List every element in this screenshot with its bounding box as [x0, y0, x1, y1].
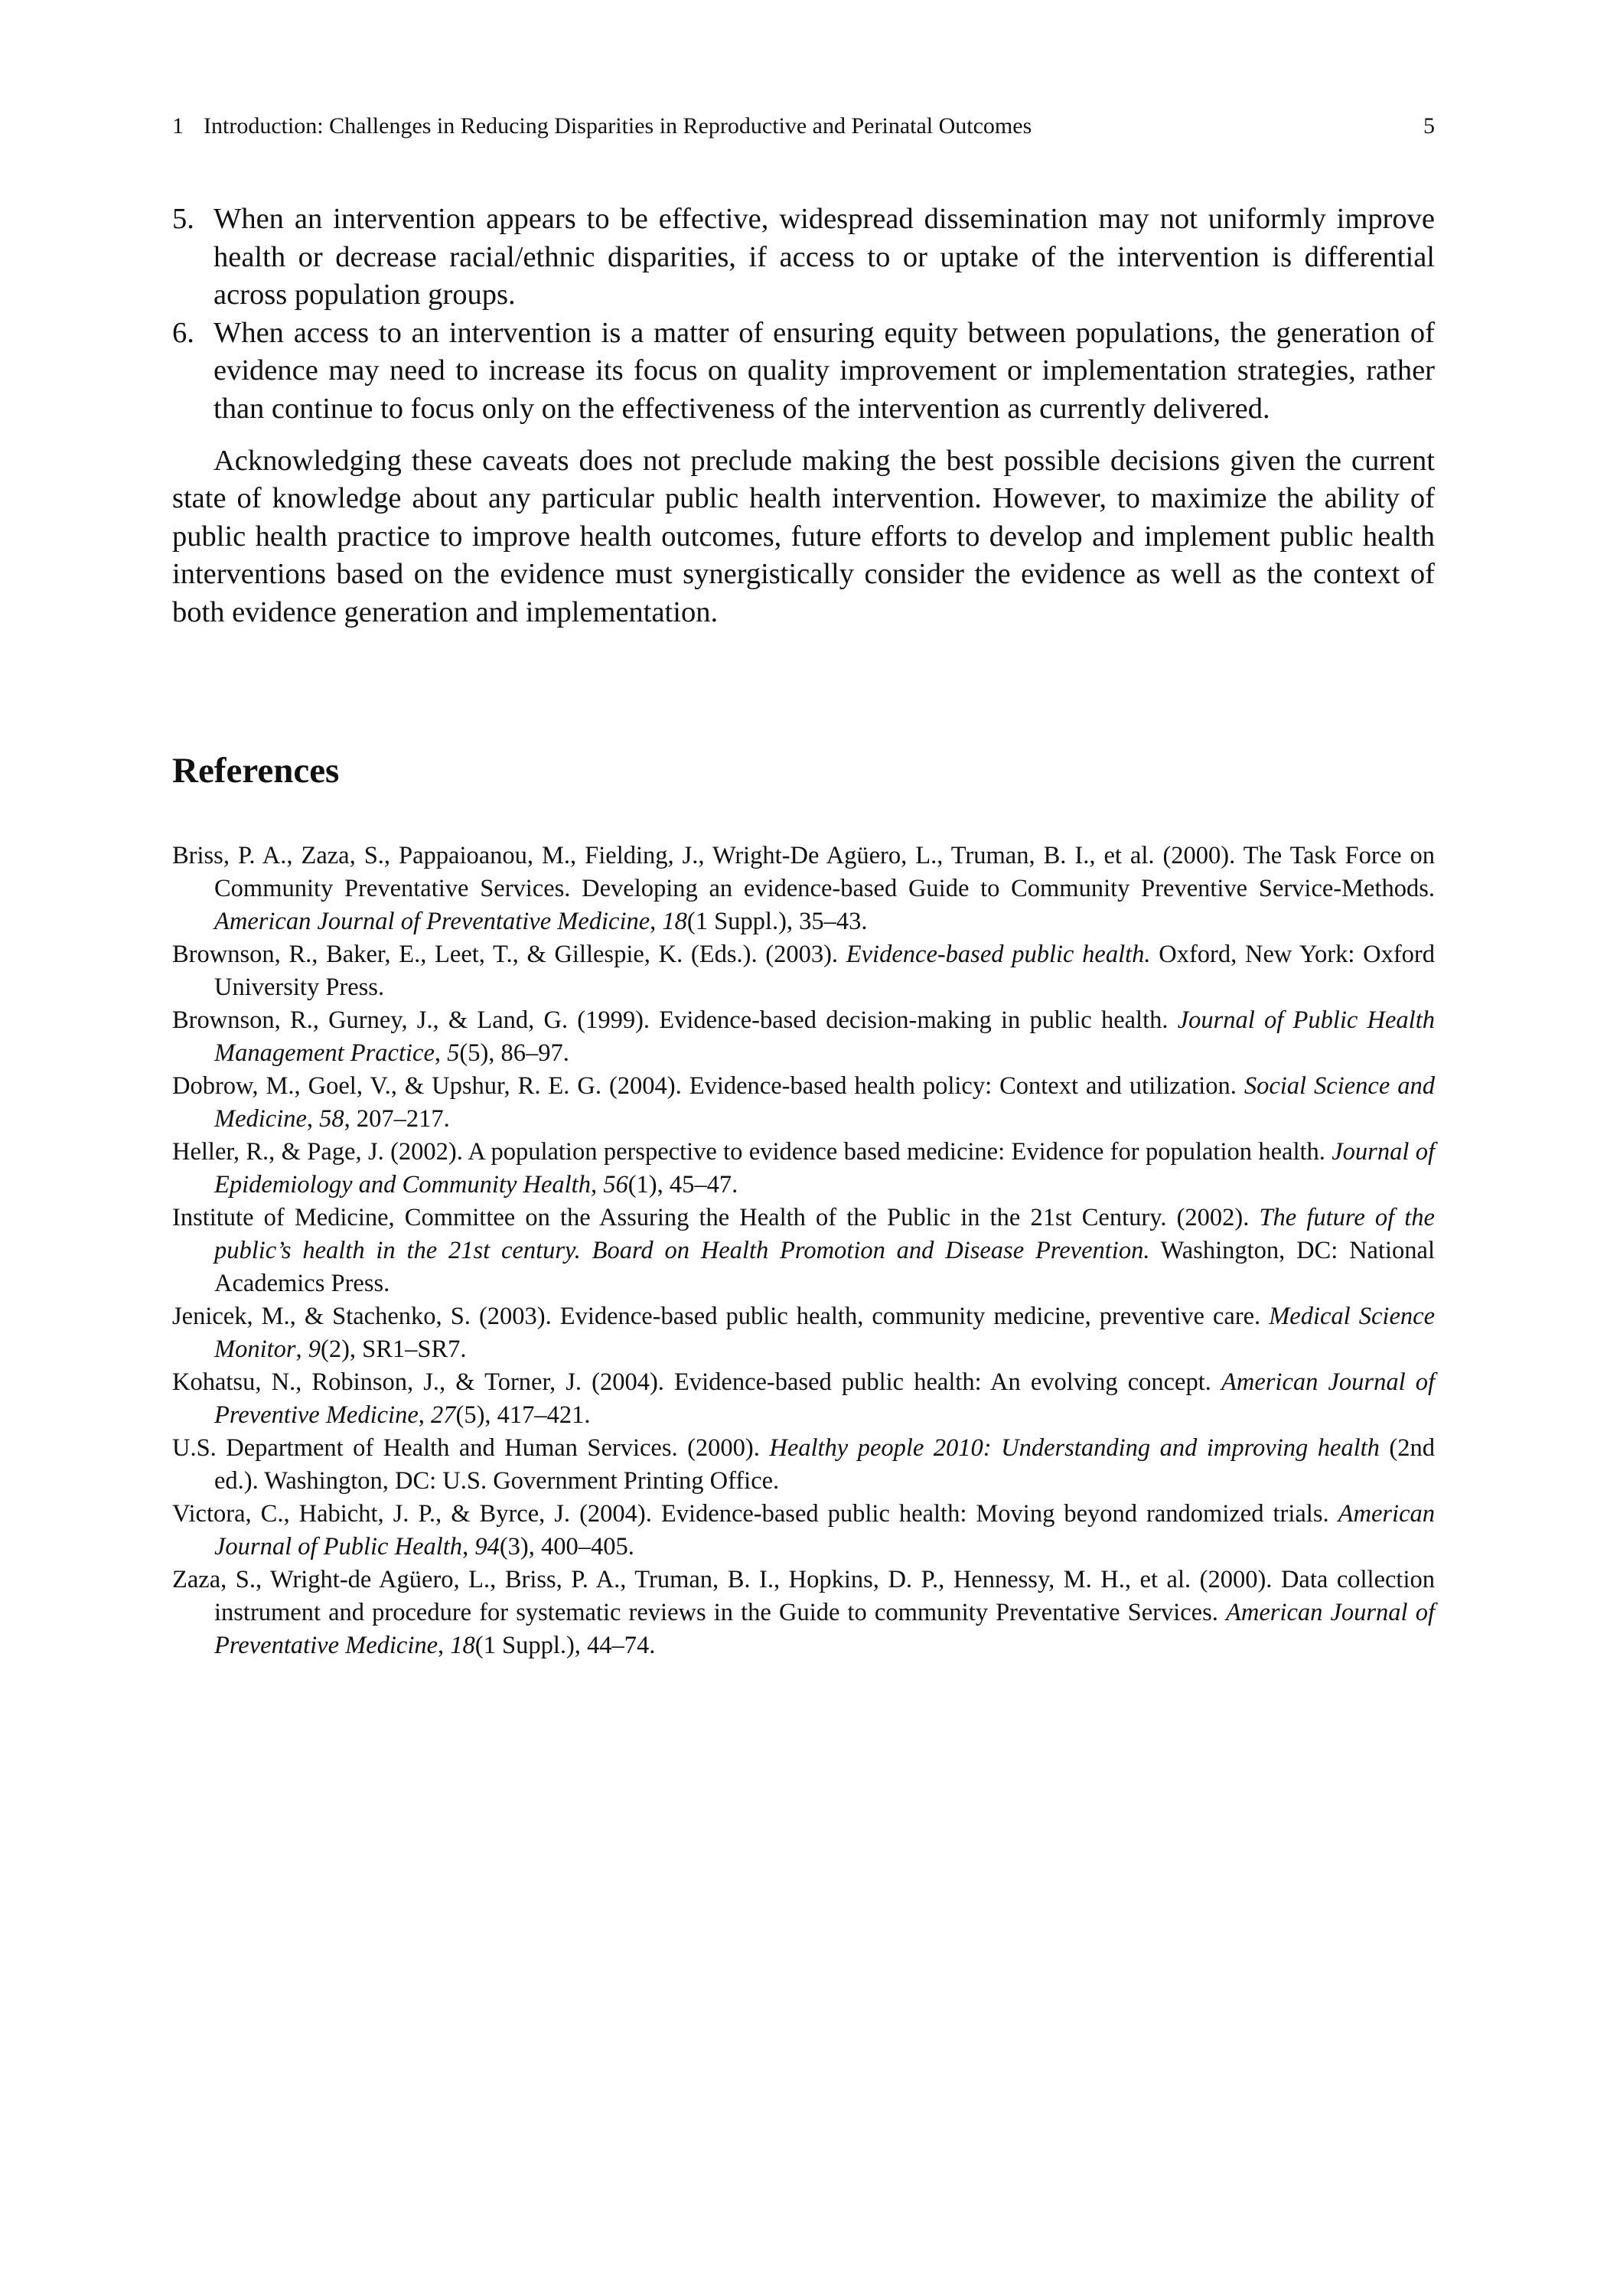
reference-italic-text: 94: [474, 1533, 500, 1561]
reference-text: (1 Suppl.), 35–43.: [686, 908, 868, 935]
reference-text: Brownson, R., Gurney, J., & Land, G. (1999). Evidence-based decision-making in public health.: [172, 1006, 1178, 1034]
reference-text: Heller, R., & Page, J. (2002). A population perspective to evidence based medicine: Evidence for population health.: [172, 1138, 1332, 1166]
reference-text: (5), 417–421.: [455, 1401, 591, 1429]
reference-entry: [172, 1564, 1435, 1662]
reference-text: ,: [650, 908, 663, 935]
reference-entry: [172, 1300, 1435, 1366]
reference-italic-text: Medical Science Monitor: [214, 1303, 1435, 1363]
reference-text: Dobrow, M., Goel, V., & Upshur, R. E. G. (2004). Evidence-based health policy: Context and utilization.: [172, 1072, 1244, 1100]
reference-italic-text: 56: [603, 1171, 628, 1199]
chapter-title: Introduction: Challenges in Reducing Disparities in Reproductive and Perinatal Outcomes: [204, 113, 1032, 139]
reference-italic-text: American Journal of Public Health: [214, 1500, 1435, 1561]
reference-italic-text: 58: [319, 1105, 344, 1133]
body-text: [172, 201, 1435, 661]
reference-text: Oxford, New York: Oxford University Press.: [214, 941, 1435, 1001]
reference-text: Briss, P. A., Zaza, S., Pappaioanou, M., Fielding, J., Wright-De Agüero, L., Truman, B. I., et al. (2000). The Task Force on Community Preventative Services. Developing an evidence-based Guide to Community Preventive Service-Methods.: [172, 842, 1435, 902]
reference-italic-text: American Journal of Preventive Medicine: [214, 1368, 1435, 1429]
reference-text: , 207–217.: [344, 1105, 450, 1133]
reference-entry: [172, 1202, 1435, 1300]
reference-text: (3), 400–405.: [499, 1533, 634, 1561]
reference-text: ,: [306, 1105, 320, 1133]
reference-italic-text: 9: [308, 1336, 321, 1363]
reference-entry: [172, 1366, 1435, 1432]
list-item-number: 6.: [172, 316, 194, 349]
reference-italic-text: American Journal of Preventative Medicine: [214, 908, 650, 935]
reference-text: ,: [295, 1336, 308, 1363]
list-item-number: 5.: [172, 203, 194, 235]
list-item: [172, 315, 1435, 429]
reference-italic-text: Journal of Public Health Management Practice: [214, 1006, 1435, 1067]
reference-text: (2nd ed.). Washington, DC: U.S. Government Printing Office.: [214, 1434, 1435, 1495]
reference-italic-text: 5: [447, 1039, 460, 1067]
reference-entry: [172, 938, 1435, 1004]
reference-text: Brownson, R., Baker, E., Leet, T., & Gillespie, K. (Eds.). (2003).: [172, 941, 846, 968]
reference-italic-text: 18: [450, 1632, 475, 1659]
page-number: 5: [1423, 113, 1435, 139]
chapter-number: 1: [172, 113, 184, 139]
reference-italic-text: American Journal of Preventative Medicine: [214, 1599, 1435, 1659]
reference-text: (1), 45–47.: [627, 1171, 738, 1199]
reference-italic-text: Healthy people 2010: Understanding and improving health: [769, 1434, 1380, 1462]
reference-text: Institute of Medicine, Committee on the Assuring the Health of the Public in the 21st Century. (2002).: [172, 1204, 1260, 1231]
reference-text: (2), SR1–SR7.: [321, 1336, 467, 1363]
reference-italic-text: Social Science and Medicine: [214, 1072, 1436, 1133]
reference-text: Zaza, S., Wright-de Agüero, L., Briss, P. A., Truman, B. I., Hopkins, D. P., Hennessy, M. H., et al. (2000). Data collection instrument and procedure for systematic reviews in the Guide to community Preventative Services.: [172, 1566, 1435, 1626]
reference-italic-text: 18: [662, 908, 687, 935]
reference-text: Jenicek, M., & Stachenko, S. (2003). Evidence-based public health, community medicine, preventive care.: [172, 1303, 1270, 1330]
reference-text: Washington, DC: National Academics Press.: [214, 1237, 1435, 1297]
running-header: [172, 113, 1435, 139]
body-paragraph: Acknowledging these caveats does not preclude making the best possible decisions given the current state of knowledge about any particular public health intervention. However, to maximize the ability of public health practice to improve health outcomes, future efforts to develop and implement public health interventions based on the evidence must synergistically consider the evidence as well as the context of both evidence generation and implementation.: [172, 444, 1435, 628]
reference-text: (1 Suppl.), 44–74.: [474, 1632, 656, 1659]
reference-italic-text: 27: [431, 1401, 456, 1429]
reference-italic-text: Journal of Epidemiology and Community Health: [214, 1138, 1435, 1199]
reference-text: ,: [462, 1533, 475, 1561]
reference-text: ,: [418, 1401, 432, 1429]
reference-entry: [172, 1136, 1435, 1202]
reference-entry: [172, 1432, 1435, 1498]
chapter-heading: [172, 113, 1032, 139]
references-list: [172, 840, 1435, 1662]
reference-text: Kohatsu, N., Robinson, J., & Torner, J. (2004). Evidence-based public health: An evolving concept.: [172, 1368, 1222, 1396]
reference-italic-text: The future of the public’s health in the 21st century. Board on Health Promotion and Disease Prevention.: [214, 1204, 1435, 1264]
reference-text: ,: [590, 1171, 604, 1199]
reference-italic-text: Evidence-based public health.: [846, 941, 1151, 968]
references-heading: References: [172, 751, 340, 791]
reference-text: ,: [434, 1039, 448, 1067]
reference-entry: [172, 1070, 1435, 1136]
reference-text: Victora, C., Habicht, J. P., & Byrce, J. (2004). Evidence-based public health: Moving beyond randomized trials.: [172, 1500, 1338, 1528]
reference-text: U.S. Department of Health and Human Services. (2000).: [172, 1434, 770, 1462]
reference-text: (5), 86–97.: [459, 1039, 569, 1067]
list-item: [172, 201, 1435, 315]
reference-entry: [172, 840, 1435, 938]
reference-text: ,: [438, 1632, 451, 1659]
reference-entry: [172, 1498, 1435, 1564]
list-item-text: When access to an intervention is a matter of ensuring equity between populations, the generation of evidence may need to increase its focus on quality improvement or implementation strategies, rather than continue to focus only on the effectiveness of the intervention as currently delivered.: [214, 316, 1435, 425]
reference-entry: [172, 1004, 1435, 1070]
list-item-text: When an intervention appears to be effective, widespread dissemination may not uniformly improve health or decrease racial/ethnic disparities, if access to or uptake of the intervention is differential across population groups.: [214, 203, 1435, 311]
